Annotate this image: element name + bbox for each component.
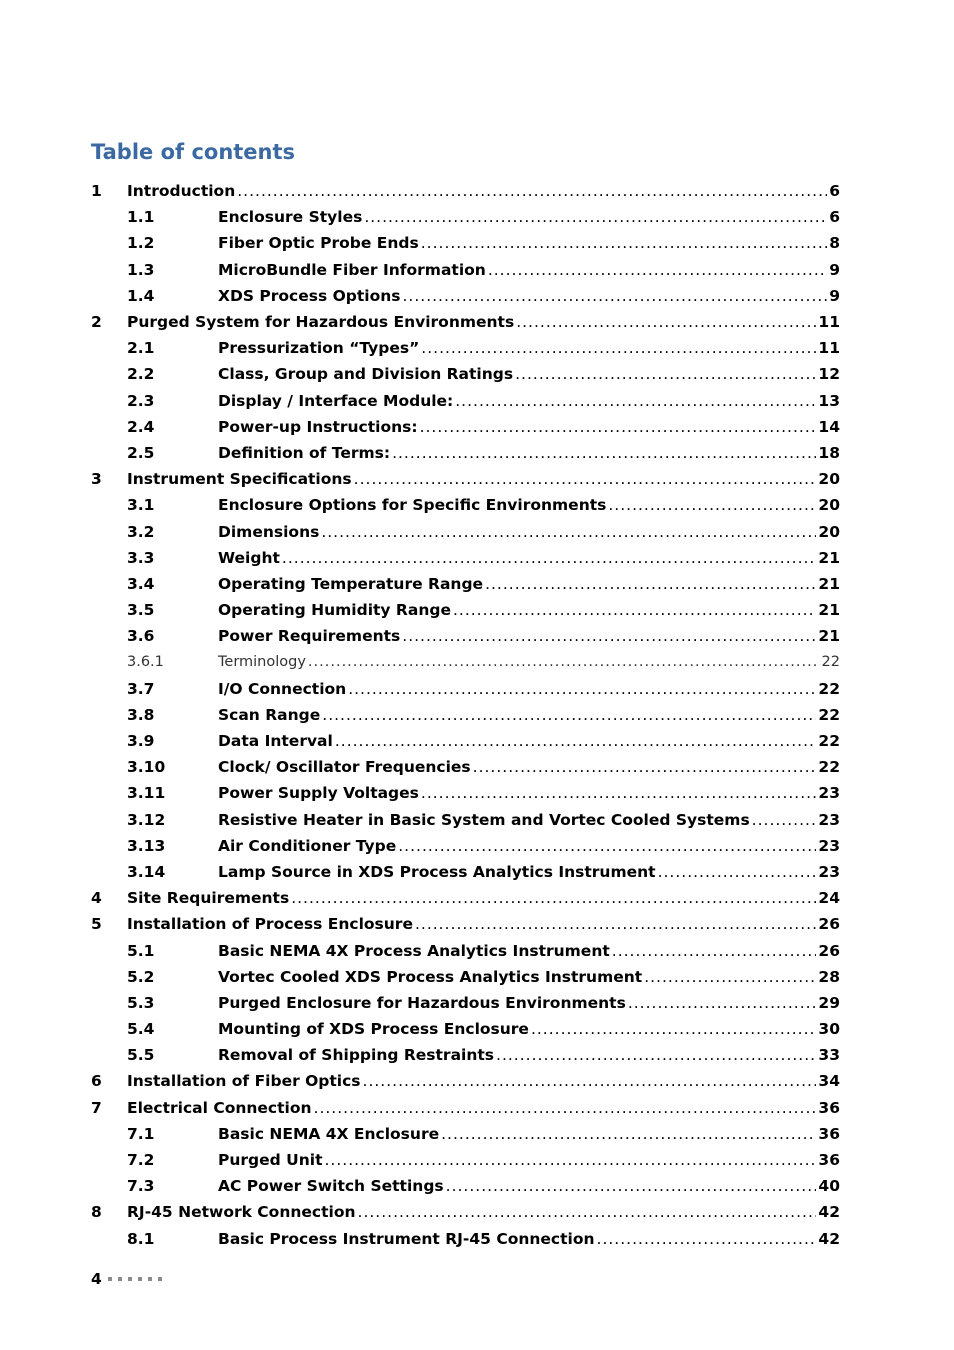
toc-entry-number: 8 — [91, 1203, 102, 1222]
toc-entry[interactable] — [91, 283, 840, 309]
toc-entry-number: 8.1 — [127, 1229, 155, 1248]
toc-leader-dots — [402, 627, 816, 645]
toc-entry-number: 1.2 — [127, 234, 155, 253]
toc-leader-dots — [597, 1230, 817, 1248]
toc-entry[interactable] — [91, 1042, 840, 1068]
toc-entry-title: Removal of Shipping Restraints — [218, 1046, 495, 1065]
toc-entry-page: 20 — [818, 470, 840, 489]
toc-entry-page: 9 — [829, 286, 840, 305]
toc-leader-dots — [658, 863, 817, 881]
toc-list — [91, 178, 840, 1252]
toc-entry[interactable] — [91, 754, 840, 780]
toc-entry-title: Purged System for Hazardous Environments — [127, 313, 515, 332]
toc-entry-number: 1 — [91, 182, 102, 201]
toc-leader-dots — [473, 758, 817, 776]
toc-leader-dots — [282, 549, 817, 567]
toc-entry-page: 20 — [818, 522, 840, 541]
toc-leader-dots — [348, 680, 816, 698]
toc-entry-title: Operating Humidity Range — [218, 601, 451, 620]
toc-entry-page: 23 — [818, 784, 840, 803]
toc-entry-title: Purged Enclosure for Hazardous Environments — [218, 993, 626, 1012]
toc-entry-page: 22 — [818, 705, 840, 724]
toc-leader-dots — [237, 182, 827, 200]
footer-dot-icon — [158, 1277, 162, 1281]
toc-entry-page: 36 — [818, 1098, 840, 1117]
toc-entry-page: 8 — [829, 234, 840, 253]
toc-leader-dots — [421, 234, 827, 252]
toc-leader-dots — [398, 837, 816, 855]
toc-entry[interactable] — [91, 178, 840, 204]
toc-entry[interactable] — [91, 885, 840, 911]
toc-entry-title: I/O Connection — [218, 679, 347, 698]
toc-entry-number: 3.5 — [127, 601, 155, 620]
toc-entry-title: Site Requirements — [127, 889, 290, 908]
footer-dot-icon — [138, 1277, 142, 1281]
toc-leader-dots — [291, 889, 816, 907]
toc-entry[interactable] — [91, 990, 840, 1016]
toc-entry-number: 7.3 — [127, 1177, 155, 1196]
toc-leader-dots — [392, 444, 816, 462]
toc-entry-page: 6 — [829, 182, 840, 201]
toc-entry[interactable] — [91, 937, 840, 963]
toc-entry-title: Scan Range — [218, 705, 321, 724]
toc-leader-dots — [420, 418, 817, 436]
toc-leader-dots — [612, 942, 817, 960]
toc-leader-dots — [322, 706, 816, 724]
toc-leader-dots — [358, 1203, 817, 1221]
toc-entry[interactable] — [91, 964, 840, 990]
toc-entry-title: Air Conditioner Type — [218, 836, 397, 855]
toc-entry-page: 22 — [818, 732, 840, 751]
toc-entry[interactable] — [91, 492, 840, 518]
toc-entry[interactable] — [91, 676, 840, 702]
toc-leader-dots — [628, 994, 817, 1012]
toc-entry-number: 3.6.1 — [127, 654, 164, 671]
toc-entry[interactable] — [91, 257, 840, 283]
footer-dot-icon — [128, 1277, 132, 1281]
toc-entry-page: 23 — [818, 810, 840, 829]
toc-entry[interactable] — [91, 597, 840, 623]
toc-leader-dots — [415, 915, 816, 933]
toc-entry-page: 18 — [818, 443, 840, 462]
toc-entry-number: 5.5 — [127, 1046, 155, 1065]
toc-entry-title: Power-up Instructions: — [218, 417, 418, 436]
toc-leader-dots — [455, 392, 816, 410]
toc-entry-title: Electrical Connection — [127, 1098, 312, 1117]
toc-entry-page: 30 — [818, 1020, 840, 1039]
toc-entry-number: 3.9 — [127, 732, 155, 751]
toc-entry[interactable] — [91, 204, 840, 230]
toc-entry-title: Power Supply Voltages — [218, 784, 419, 803]
toc-entry-number: 3.10 — [127, 758, 166, 777]
toc-entry-page: 26 — [818, 915, 840, 934]
toc-entry-number: 3.2 — [127, 522, 155, 541]
toc-entry-page: 21 — [818, 601, 840, 620]
toc-entry[interactable] — [91, 1147, 840, 1173]
footer-dot-icon — [108, 1277, 112, 1281]
toc-entry-title: Enclosure Styles — [218, 208, 363, 227]
toc-leader-dots — [402, 287, 827, 305]
toc-entry[interactable] — [91, 649, 840, 675]
toc-entry[interactable] — [91, 230, 840, 256]
toc-entry-page: 22 — [821, 654, 840, 671]
toc-entry[interactable] — [91, 1068, 840, 1094]
toc-entry-title: Instrument Specifications — [127, 470, 352, 489]
toc-entry[interactable] — [91, 414, 840, 440]
toc-entry-page: 42 — [818, 1203, 840, 1222]
toc-entry-page: 29 — [818, 993, 840, 1012]
toc-entry-page: 42 — [818, 1229, 840, 1248]
toc-entry-page: 11 — [818, 339, 840, 358]
toc-entry-title: Power Requirements — [218, 627, 401, 646]
toc-entry-title: RJ-45 Network Connection — [127, 1203, 356, 1222]
toc-entry[interactable] — [91, 623, 840, 649]
toc-leader-dots — [496, 1046, 816, 1064]
toc-leader-dots — [531, 1020, 816, 1038]
toc-entry[interactable] — [91, 466, 840, 492]
toc-entry-title: Fiber Optic Probe Ends — [218, 234, 419, 253]
toc-entry-title: Resistive Heater in Basic System and Vortec Cooled Systems — [218, 810, 750, 829]
toc-entry-number: 2 — [91, 313, 102, 332]
toc-leader-dots — [608, 496, 816, 514]
toc-entry-number: 5.3 — [127, 993, 155, 1012]
toc-entry-title: Pressurization “Types” — [218, 339, 420, 358]
toc-entry-title: Basic Process Instrument RJ-45 Connection — [218, 1229, 595, 1248]
toc-entry-title: Basic NEMA 4X Process Analytics Instrument — [218, 941, 610, 960]
toc-entry-page: 33 — [818, 1046, 840, 1065]
toc-entry[interactable] — [91, 440, 840, 466]
toc-entry-number: 2.4 — [127, 417, 155, 436]
toc-entry-title: Dimensions — [218, 522, 320, 541]
toc-entry-page: 6 — [829, 208, 840, 227]
toc-entry-number: 2.5 — [127, 443, 155, 462]
toc-entry[interactable] — [91, 518, 840, 544]
toc-leader-dots — [335, 732, 817, 750]
toc-leader-dots — [752, 811, 817, 829]
toc-entry[interactable] — [91, 807, 840, 833]
toc-entry[interactable] — [91, 780, 840, 806]
toc-entry-title: Lamp Source in XDS Process Analytics Instrument — [218, 862, 656, 881]
toc-entry-number: 3.1 — [127, 496, 155, 515]
toc-leader-dots — [421, 339, 816, 357]
toc-leader-dots — [644, 968, 816, 986]
toc-leader-dots — [324, 1151, 816, 1169]
footer-dot-icon — [118, 1277, 122, 1281]
toc-leader-dots — [446, 1177, 817, 1195]
page-footer — [91, 1270, 162, 1288]
toc-entry-page: 13 — [818, 391, 840, 410]
toc-entry-title: Installation of Fiber Optics — [127, 1072, 361, 1091]
toc-leader-dots — [363, 1072, 817, 1090]
toc-entry-title: Purged Unit — [218, 1151, 323, 1170]
toc-entry-number: 3.7 — [127, 679, 155, 698]
toc-leader-dots — [314, 1099, 817, 1117]
toc-entry-page: 22 — [818, 758, 840, 777]
toc-entry[interactable] — [91, 571, 840, 597]
toc-entry-number: 5 — [91, 915, 102, 934]
toc-leader-dots — [354, 470, 817, 488]
page-number: 4 — [91, 1270, 102, 1288]
toc-entry[interactable] — [91, 1173, 840, 1199]
toc-leader-dots — [453, 601, 816, 619]
toc-entry-title: Definition of Terms: — [218, 443, 391, 462]
toc-entry-page: 23 — [818, 836, 840, 855]
toc-entry-number: 3.6 — [127, 627, 155, 646]
toc-entry-number: 5.4 — [127, 1020, 155, 1039]
toc-entry-page: 36 — [818, 1151, 840, 1170]
toc-entry-number: 1.3 — [127, 260, 155, 279]
toc-entry-number: 5.2 — [127, 967, 155, 986]
toc-entry-number: 7.1 — [127, 1124, 155, 1143]
toc-heading: Table of contents — [91, 140, 296, 164]
toc-entry-page: 22 — [818, 679, 840, 698]
toc-entry-number: 7.2 — [127, 1151, 155, 1170]
toc-entry[interactable] — [91, 309, 840, 335]
toc-entry-title: Mounting of XDS Process Enclosure — [218, 1020, 529, 1039]
toc-leader-dots — [516, 313, 816, 331]
toc-entry[interactable] — [91, 833, 840, 859]
toc-entry-page: 9 — [829, 260, 840, 279]
toc-entry[interactable] — [91, 911, 840, 937]
toc-entry-page: 23 — [818, 862, 840, 881]
toc-entry-title: Terminology — [218, 654, 306, 671]
toc-entry-number: 3.8 — [127, 705, 155, 724]
toc-entry-title: Introduction — [127, 182, 236, 201]
toc-entry-page: 21 — [818, 548, 840, 567]
toc-entry-title: MicroBundle Fiber Information — [218, 260, 486, 279]
toc-entry[interactable] — [91, 545, 840, 571]
toc-entry-number: 2.2 — [127, 365, 155, 384]
toc-entry-number: 7 — [91, 1098, 102, 1117]
footer-dot-icon — [148, 1277, 152, 1281]
toc-entry-page: 11 — [818, 313, 840, 332]
toc-entry-number: 3.12 — [127, 810, 166, 829]
toc-leader-dots — [421, 784, 817, 802]
toc-entry-number: 3.3 — [127, 548, 155, 567]
toc-entry-page: 21 — [818, 574, 840, 593]
toc-entry-number: 3.13 — [127, 836, 166, 855]
toc-entry[interactable] — [91, 1226, 840, 1252]
toc-entry[interactable] — [91, 361, 840, 387]
toc-entry-page: 20 — [818, 496, 840, 515]
toc-entry-page: 12 — [818, 365, 840, 384]
toc-entry-page: 40 — [818, 1177, 840, 1196]
toc-entry-title: Installation of Process Enclosure — [127, 915, 413, 934]
toc-entry-page: 21 — [818, 627, 840, 646]
toc-entry-number: 6 — [91, 1072, 102, 1091]
toc-entry-title: Operating Temperature Range — [218, 574, 484, 593]
toc-entry-page: 36 — [818, 1124, 840, 1143]
toc-entry-title: XDS Process Options — [218, 286, 401, 305]
toc-entry-number: 2.1 — [127, 339, 155, 358]
toc-entry[interactable] — [91, 1199, 840, 1225]
toc-entry[interactable] — [91, 1121, 840, 1147]
toc-leader-dots — [364, 208, 827, 226]
toc-entry-number: 5.1 — [127, 941, 155, 960]
toc-entry[interactable] — [91, 335, 840, 361]
toc-leader-dots — [515, 365, 816, 383]
toc-entry-page: 26 — [818, 941, 840, 960]
toc-leader-dots — [488, 261, 827, 279]
toc-entry[interactable] — [91, 859, 840, 885]
toc-entry-number: 3.11 — [127, 784, 166, 803]
toc-entry-number: 1.4 — [127, 286, 155, 305]
toc-entry[interactable] — [91, 1095, 840, 1121]
toc-entry[interactable] — [91, 388, 840, 414]
toc-leader-dots — [485, 575, 816, 593]
toc-entry-title: Weight — [218, 548, 280, 567]
toc-entry-title: Vortec Cooled XDS Process Analytics Instrument — [218, 967, 643, 986]
toc-entry-title: Data Interval — [218, 732, 333, 751]
toc-entry-number: 2.3 — [127, 391, 155, 410]
toc-entry-page: 34 — [818, 1072, 840, 1091]
toc-entry-title: Basic NEMA 4X Enclosure — [218, 1124, 440, 1143]
toc-leader-dots — [308, 654, 820, 670]
toc-entry[interactable] — [91, 1016, 840, 1042]
toc-entry-page: 14 — [818, 417, 840, 436]
toc-entry-page: 24 — [818, 889, 840, 908]
toc-entry[interactable] — [91, 702, 840, 728]
toc-entry-title: Enclosure Options for Specific Environments — [218, 496, 607, 515]
toc-entry[interactable] — [91, 728, 840, 754]
toc-entry-number: 3.14 — [127, 862, 166, 881]
toc-entry-number: 3.4 — [127, 574, 155, 593]
toc-leader-dots — [321, 523, 816, 541]
toc-entry-title: Display / Interface Module: — [218, 391, 454, 410]
toc-entry-title: Class, Group and Division Ratings — [218, 365, 514, 384]
toc-entry-title: AC Power Switch Settings — [218, 1177, 444, 1196]
toc-leader-dots — [441, 1125, 816, 1143]
toc-entry-title: Clock/ Oscillator Frequencies — [218, 758, 471, 777]
toc-entry-page: 28 — [818, 967, 840, 986]
toc-entry-number: 1.1 — [127, 208, 155, 227]
toc-entry-number: 4 — [91, 889, 102, 908]
toc-entry-number: 3 — [91, 470, 102, 489]
